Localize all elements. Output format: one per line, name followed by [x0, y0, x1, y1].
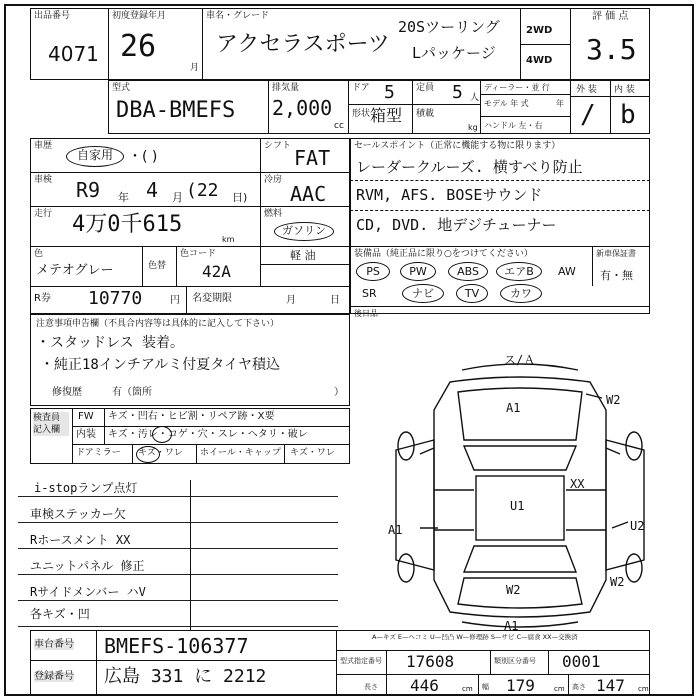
inspection-year-unit: 年 — [118, 191, 129, 204]
ac-value: AAC — [290, 182, 327, 206]
inspection-label: 車検 — [34, 175, 53, 185]
capacity-label: 定員 — [416, 83, 435, 93]
repair-label: 修復歴 — [52, 387, 82, 398]
color-code-label: 色コード — [180, 249, 217, 259]
handle-label: ハンドル 左・右 — [484, 121, 543, 130]
chassis-value: BMEFS-106377 — [104, 634, 249, 658]
inspector-fw-items: キズ・凹右・ヒビ割・リペア跡・X要 — [108, 411, 275, 422]
int-label: 内 装 — [614, 85, 635, 95]
sales-line1: レーダークルーズ. 横すべり防止 — [356, 158, 583, 176]
history-value: 自家用 — [66, 146, 124, 167]
inspection-day-unit: 日) — [232, 191, 248, 204]
height-unit: cm — [638, 685, 649, 693]
score-label: 評 価 点 — [592, 11, 629, 22]
class-label: 類別区分番号 — [494, 657, 536, 665]
transfer-day-unit: 日 — [330, 295, 340, 306]
inspector-interior-items: キズ・汚レ・コゲ・穴・スレ・ヘタリ・破レ — [108, 429, 308, 440]
transfer-month-unit: 月 — [286, 295, 296, 306]
repair-close: ） — [334, 387, 344, 398]
history-paren: ・( ) — [128, 149, 158, 165]
sales-label: セールスポイント（正常に機能する物に限ります） — [354, 141, 561, 151]
inspector-mirror-items: キズ・ワレ — [138, 448, 183, 458]
sales-line3: CD, DVD. 地デジチューナー — [356, 216, 557, 234]
caution-line1: ・スタッドレス 装着。 — [36, 335, 185, 351]
equip-airbag: エアB — [496, 262, 542, 281]
rear-label: 後日品 — [354, 309, 378, 318]
type-label: 型式 — [112, 83, 131, 93]
lot-no-value: 4071 — [48, 42, 99, 66]
chassis-label: 車台番号 — [34, 639, 74, 650]
equip-sr: SR — [362, 287, 377, 300]
grade-line1: 20Sツーリング — [398, 18, 500, 36]
capacity-value: 5 — [452, 82, 463, 103]
equip-abs: ABS — [448, 262, 488, 281]
model-grade-label: 車名・グレード — [206, 11, 270, 21]
capacity-unit: 人 — [470, 93, 480, 103]
model-code-value: DBA-BMEFS — [116, 98, 236, 123]
ext-grade-value: / — [580, 100, 596, 130]
sales-line2: RVM, AFS. BOSEサウンド — [356, 186, 543, 204]
mileage-value: 4万0千615 — [72, 212, 183, 237]
ac-label: 冷房 — [264, 175, 283, 185]
inspector-label: 検査員 記入欄 — [33, 412, 69, 436]
mark-rear-quarter: XX — [570, 477, 585, 491]
new-warranty-label: 新車保証書 — [596, 249, 636, 258]
drive-4wd: 4WD — [526, 55, 553, 66]
inspection-day: (22 — [186, 180, 219, 201]
score-value: 3.5 — [586, 33, 637, 66]
displacement-value: 2,000 — [272, 96, 333, 120]
equip-navi: ナビ — [402, 284, 444, 303]
equip-label: 装備品（純正品に限り○をつけてください） — [354, 249, 533, 259]
body-type-value: 箱型 — [370, 106, 403, 125]
inspector-fw: FW — [78, 411, 94, 422]
body-label: 形状 — [352, 109, 371, 119]
cert-value: 17608 — [406, 652, 455, 671]
caution-line2: ・純正18インチアルミ付夏タイヤ積込 — [40, 357, 281, 373]
equip-aw: AW — [558, 265, 576, 278]
class-value: 0001 — [562, 652, 601, 671]
height-value: 147 — [596, 676, 625, 695]
recycle-label: R券 — [34, 293, 51, 304]
model-name-value: アクセラスポーツ — [216, 32, 390, 57]
grade-line2: Lパッケージ — [412, 44, 496, 62]
circle-mark — [152, 426, 172, 443]
car-diagram — [380, 350, 660, 630]
shift-value: FAT — [294, 146, 331, 170]
load-label: 積載 — [416, 109, 435, 119]
remark-2: 車検ステッカー欠 — [30, 507, 126, 521]
plate-label: 登録番号 — [34, 671, 74, 682]
equip-tv: TV — [456, 284, 488, 303]
remark-3: Rホースメント XX — [30, 533, 131, 547]
repair-value: 有（箇所 — [112, 387, 152, 398]
doors-label: ドア — [352, 83, 370, 93]
dealer-label: ディーラー・並 行 — [484, 83, 550, 92]
color-change-label: 色替 — [148, 261, 167, 271]
mark-right-front: W2 — [606, 393, 621, 407]
reg-month-unit: 月 — [190, 63, 200, 73]
color-code-value: 42A — [202, 262, 231, 281]
int-grade-value: b — [620, 100, 636, 130]
light-oil-label: 軽 油 — [290, 249, 316, 262]
color-label: 色 — [34, 249, 44, 259]
equip-leather: カワ — [500, 284, 542, 303]
recycle-value: 10770 — [88, 288, 143, 309]
fuel-label: 燃料 — [264, 209, 283, 219]
cc-unit: cc — [334, 121, 344, 131]
reg-year-value: 26 — [120, 29, 157, 64]
year-unit-2: 年 — [556, 99, 564, 108]
remark-6: 各キズ・凹 — [30, 607, 90, 621]
new-warranty-value: 有・無 — [600, 269, 633, 282]
history-label: 車歴 — [34, 141, 53, 151]
fuel-value: ガソリン — [274, 222, 334, 241]
km-unit: km — [222, 235, 235, 244]
inspector-interior: 内装 — [76, 429, 96, 440]
shift-label: シフト — [264, 141, 292, 151]
mark-left-side: A1 — [388, 523, 403, 537]
ext-label: 外 装 — [576, 85, 597, 95]
color-value: メテオグレー — [36, 263, 114, 278]
inspector-mirror: ドアミラー — [76, 448, 121, 458]
reg-year-label: 初度登録年月 — [112, 11, 167, 21]
length-unit: cm — [462, 685, 473, 693]
model-year-label: モデル 年 式 — [484, 99, 529, 108]
kg-unit: kg — [468, 123, 478, 132]
mark-hood: A1 — [506, 401, 521, 415]
inspection-era: R9 — [76, 178, 101, 202]
length-value: 446 — [410, 676, 439, 695]
footer-legend: A—キズ E—ヘコミ U—凹凸 W—修理跡 S—サビ C—腐食 XX—交換済 — [372, 633, 578, 641]
inspection-month-unit: 月 — [172, 191, 183, 204]
yen-unit: 円 — [170, 295, 180, 306]
inspection-month: 4 — [146, 178, 159, 202]
width-value: 179 — [506, 676, 535, 695]
equip-ps: PS — [356, 262, 390, 281]
width-label: 幅 — [482, 683, 489, 691]
height-label: 高さ — [572, 683, 586, 691]
caution-label: 注意事項申告欄（不具合内容等は具体的に記入して下さい） — [36, 319, 280, 329]
inspector-wheel-items: キズ・ワレ — [290, 448, 335, 458]
width-unit: cm — [554, 685, 565, 693]
lot-no-label: 出品番号 — [34, 11, 71, 21]
mark-roof: U1 — [510, 499, 525, 513]
mileage-label: 走行 — [34, 209, 53, 219]
displacement-label: 排気量 — [272, 83, 300, 93]
plate-value: 広島 331 に 2212 — [104, 666, 267, 687]
drive-2wd: 2WD — [526, 25, 553, 36]
mark-front-bumper: ス/Ａ — [504, 353, 536, 367]
inspector-wheel: ホイール・キャップ — [200, 448, 281, 458]
mark-right-side: U2 — [630, 519, 645, 533]
transfer-label: 名変期限 — [192, 293, 232, 304]
circle-mark — [136, 446, 160, 463]
doors-value: 5 — [384, 82, 395, 103]
remark-4: ユニットパネル 修正 — [30, 559, 145, 573]
mark-rear-bumper: A1 — [504, 619, 519, 630]
remark-1: i-stopランプ点灯 — [34, 481, 138, 495]
mark-trunk: W2 — [506, 583, 521, 597]
equip-pw: PW — [400, 262, 436, 281]
length-label: 長さ — [364, 683, 378, 691]
remark-5: Rサイドメンバー ハV — [30, 585, 146, 599]
cert-label: 型式指定番号 — [340, 657, 382, 665]
mark-right-rear: W2 — [610, 575, 625, 589]
